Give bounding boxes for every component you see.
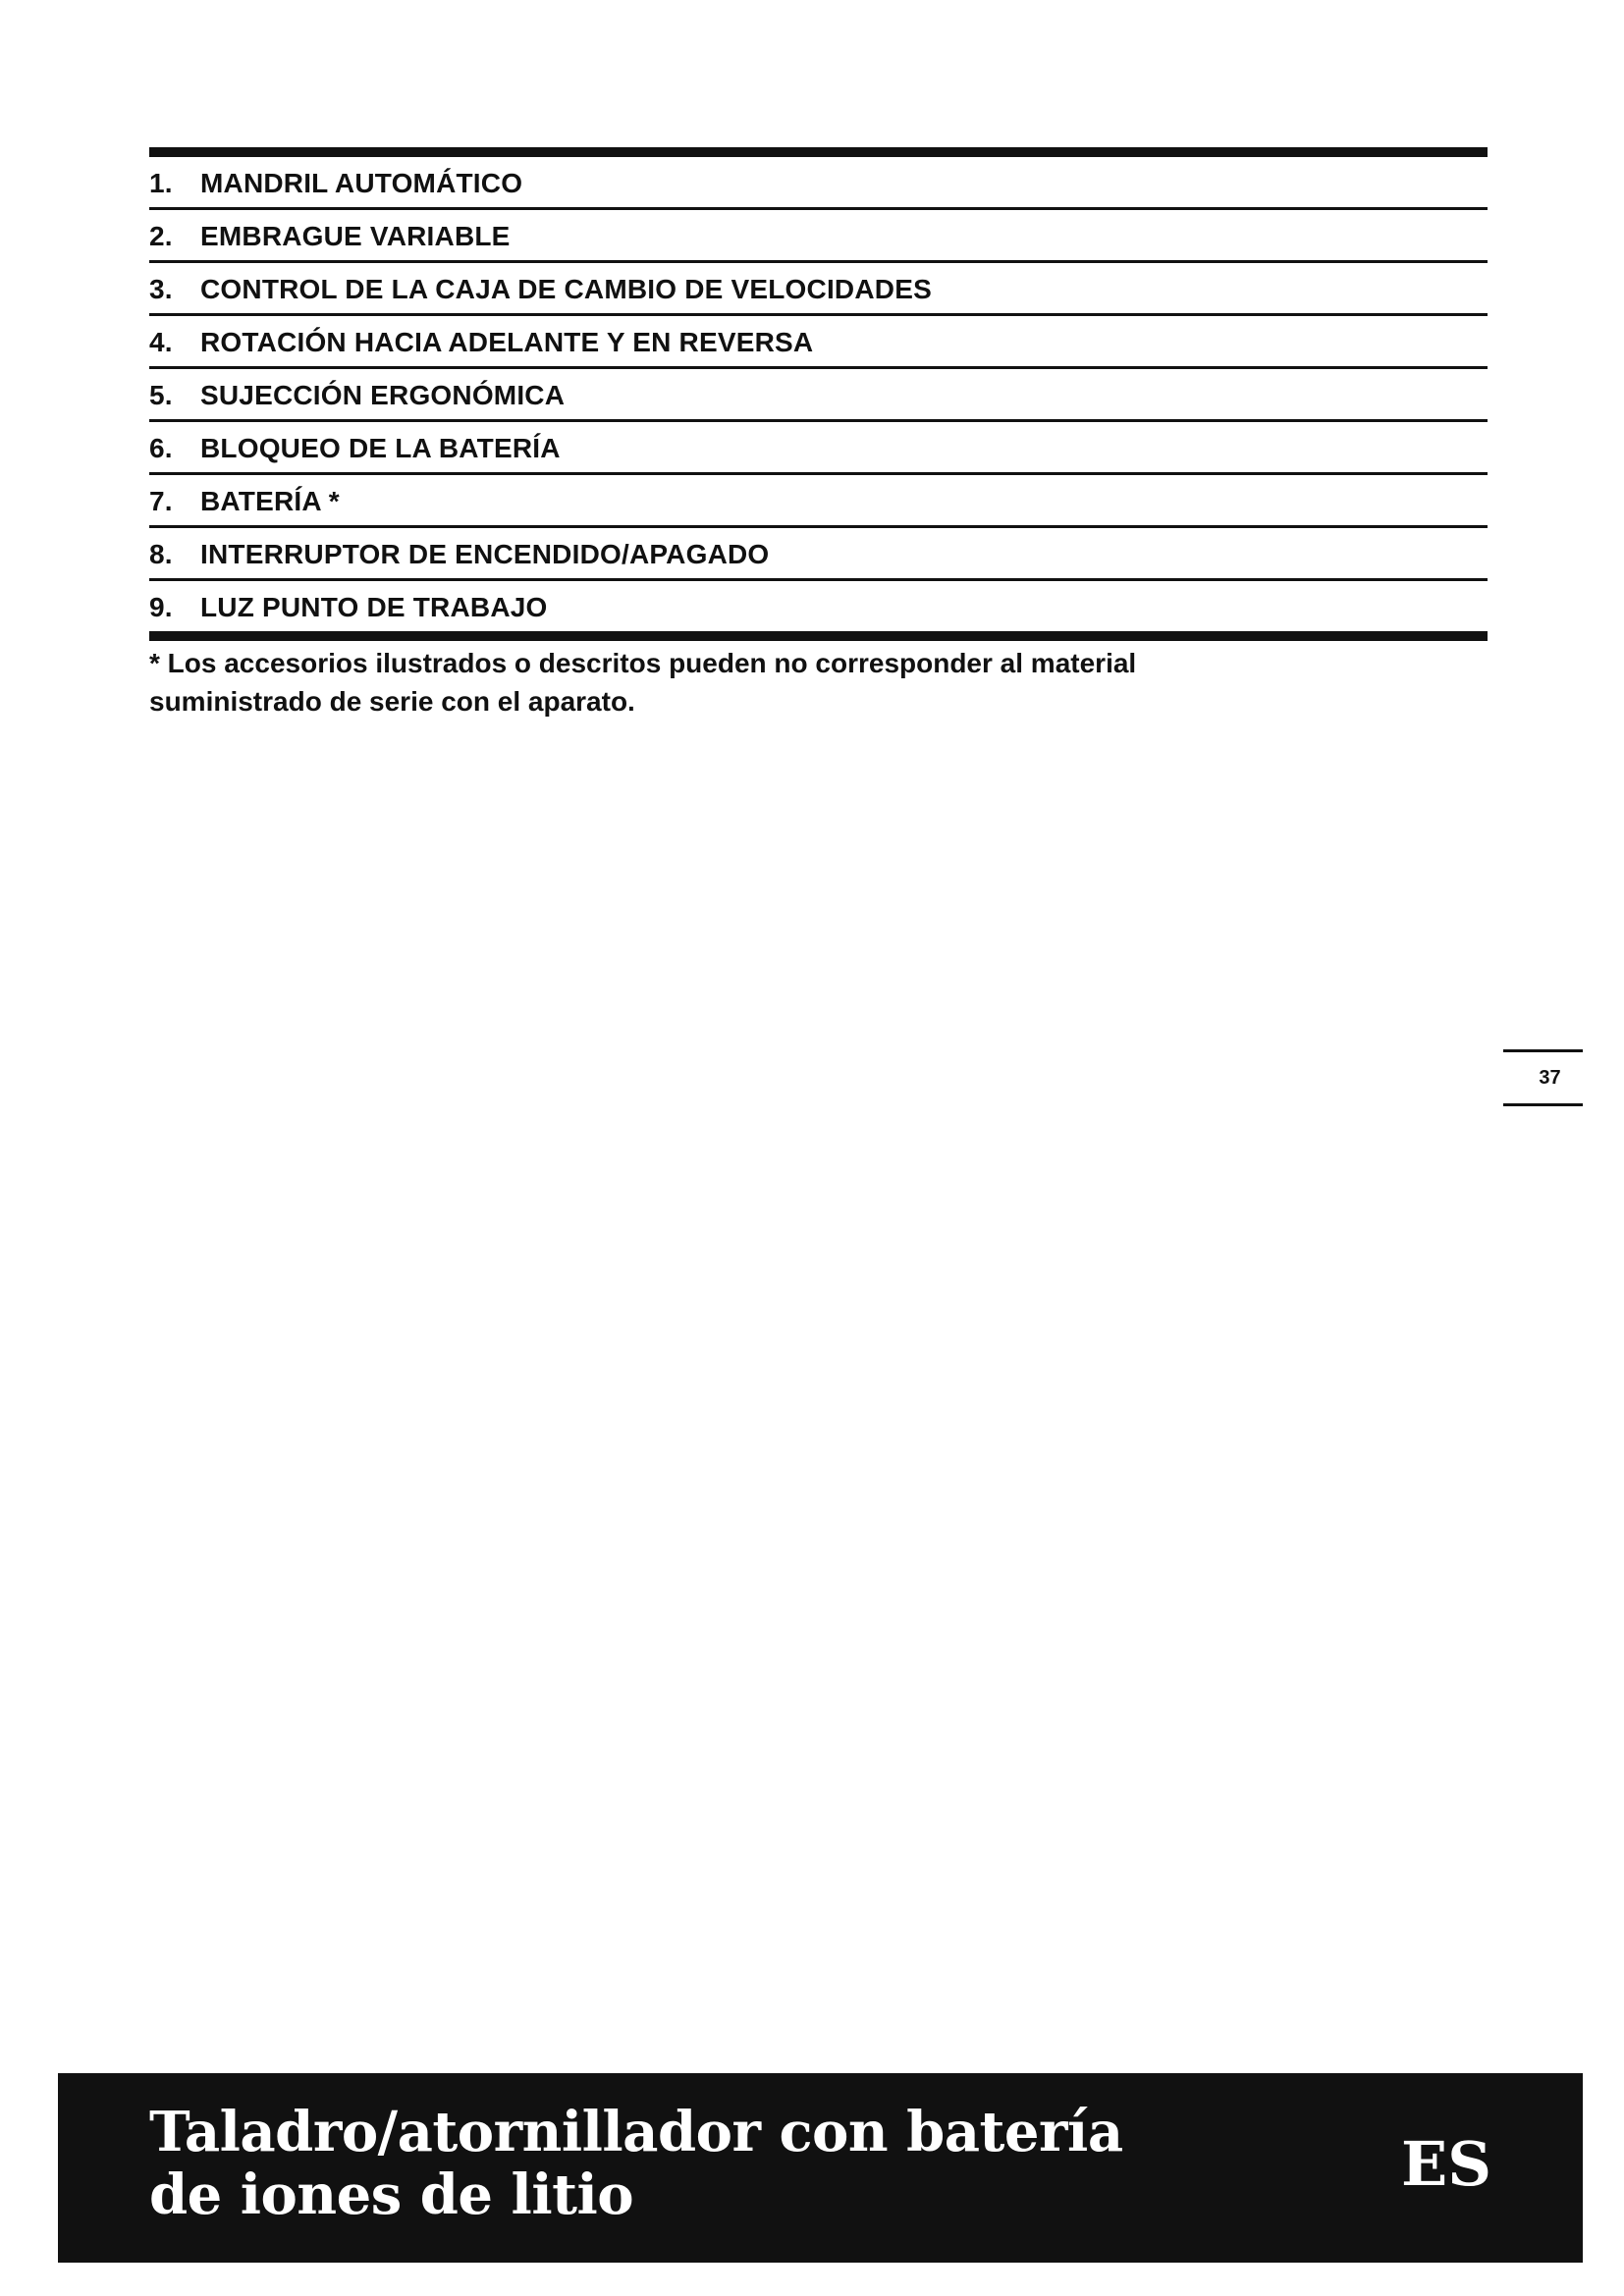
item-number: 8. bbox=[149, 538, 173, 569]
parts-list-item-5 bbox=[149, 369, 1488, 422]
product-title bbox=[149, 2101, 1123, 2226]
parts-list-item-1 bbox=[149, 157, 1488, 210]
parts-list-item-9 bbox=[149, 581, 1488, 641]
item-label: BLOQUEO DE LA BATERÍA bbox=[200, 432, 561, 463]
parts-list-item-7 bbox=[149, 475, 1488, 528]
item-number: 1. bbox=[149, 167, 173, 198]
language-code: ES bbox=[1401, 2128, 1492, 2200]
page-number: 37 bbox=[1503, 1049, 1583, 1106]
item-label: SUJECCIÓN ERGONÓMICA bbox=[200, 379, 566, 410]
item-number: 3. bbox=[149, 273, 173, 304]
parts-list-item-3 bbox=[149, 263, 1488, 316]
footnote-line-2: suministrado de serie con el aparato. bbox=[149, 686, 635, 717]
item-number: 9. bbox=[149, 591, 173, 622]
item-number: 4. bbox=[149, 326, 173, 357]
accessories-footnote bbox=[149, 644, 1488, 721]
parts-list-item-4 bbox=[149, 316, 1488, 369]
item-label: MANDRIL AUTOMÁTICO bbox=[200, 167, 523, 198]
parts-list-item-2 bbox=[149, 210, 1488, 263]
item-number: 5. bbox=[149, 379, 173, 410]
parts-list-item-6 bbox=[149, 422, 1488, 475]
item-number: 2. bbox=[149, 220, 173, 251]
product-title-line-2: de iones de litio bbox=[149, 2163, 634, 2227]
parts-list-item-8 bbox=[149, 528, 1488, 581]
item-label: EMBRAGUE VARIABLE bbox=[200, 220, 511, 251]
item-number: 7. bbox=[149, 485, 173, 516]
item-number: 6. bbox=[149, 432, 173, 463]
title-banner bbox=[58, 2073, 1583, 2263]
footnote-line-1: * Los accesorios ilustrados o descritos pueden no corresponder al material bbox=[149, 648, 1137, 678]
item-label: INTERRUPTOR DE ENCENDIDO/APAGADO bbox=[200, 538, 770, 569]
parts-list bbox=[149, 147, 1488, 641]
product-title-line-1: Taladro/atornillador con batería bbox=[149, 2100, 1123, 2164]
item-label: BATERÍA * bbox=[200, 485, 340, 516]
item-label: ROTACIÓN HACIA ADELANTE Y EN REVERSA bbox=[200, 326, 814, 357]
item-label: CONTROL DE LA CAJA DE CAMBIO DE VELOCIDADES bbox=[200, 273, 932, 304]
item-label: LUZ PUNTO DE TRABAJO bbox=[200, 591, 548, 622]
